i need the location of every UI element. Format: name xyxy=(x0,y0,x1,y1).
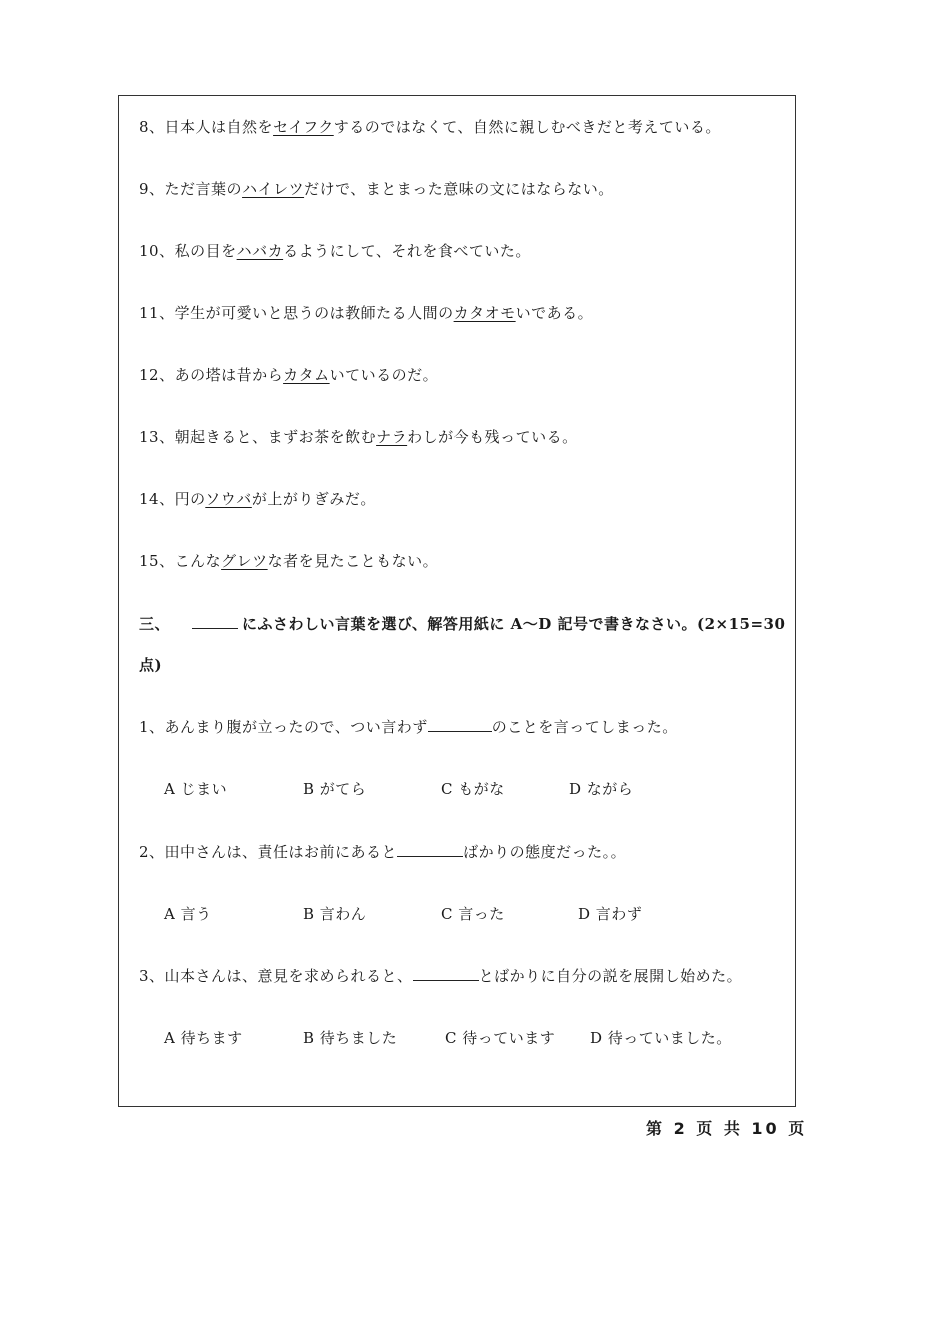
question-text: 日本人は自然を xyxy=(164,118,274,136)
question-13 xyxy=(139,426,578,447)
question-text: 朝起きると、まずお茶を飲む xyxy=(174,428,377,446)
option-c: C 待っています xyxy=(445,1029,556,1047)
question-14 xyxy=(139,488,376,509)
underlined-katakana: ハイレツ xyxy=(242,180,305,198)
question-12 xyxy=(139,364,438,385)
question-text: だけで、まとまった意味の文にはならない。 xyxy=(304,180,614,198)
underlined-katakana: カタム xyxy=(283,366,330,384)
question-text: が上がりぎみだ。 xyxy=(251,490,376,508)
option-a: A 待ちます xyxy=(164,1029,243,1047)
question-number: 13、 xyxy=(139,428,175,446)
question-text: 私の目を xyxy=(174,242,237,260)
question-text: な者を見たこともない。 xyxy=(267,552,439,570)
question-number: 11、 xyxy=(139,304,175,322)
option-d: D ながら xyxy=(569,780,634,798)
answer-blank xyxy=(397,842,463,857)
question-text: するのではなくて、自然に親しむべきだと考えている。 xyxy=(333,118,721,136)
question-9 xyxy=(139,178,614,199)
question-text: とばかりに自分の説を展開し始めた。 xyxy=(478,967,743,985)
option-b: B 言わん xyxy=(303,905,367,923)
section-number: 三、 xyxy=(139,615,171,633)
question-text: こんな xyxy=(174,552,222,570)
option-b: B がてら xyxy=(303,780,367,798)
option-a: A じまい xyxy=(164,780,228,798)
question-text: わしが今も残っている。 xyxy=(407,428,578,446)
question-number: 3、 xyxy=(139,967,165,985)
section-3-heading-cont xyxy=(139,654,162,675)
question-10 xyxy=(139,240,531,261)
answer-blank xyxy=(428,717,492,732)
question-text: るようにして、それを食べていた。 xyxy=(283,242,531,260)
question-number: 1、 xyxy=(139,718,165,736)
underlined-katakana: セイフク xyxy=(273,118,334,136)
question-number: 12、 xyxy=(139,366,175,384)
section-3-heading xyxy=(139,613,785,634)
underlined-katakana: グレツ xyxy=(221,552,268,570)
option-d: D 言わず xyxy=(578,905,643,923)
question-11 xyxy=(139,302,593,323)
mc-question-2 xyxy=(139,841,626,862)
question-8 xyxy=(139,116,721,137)
question-number: 8、 xyxy=(139,118,165,136)
option-b: B 待ちました xyxy=(303,1029,398,1047)
option-c: C もがな xyxy=(441,780,505,798)
page-number-footer: 第 2 页 共 10 页 xyxy=(646,1119,808,1138)
question-number: 15、 xyxy=(139,552,175,570)
mc-question-1 xyxy=(139,716,678,737)
question-text: 学生が可愛いと思うのは教師たる人間の xyxy=(174,304,454,322)
question-text: のことを言ってしまった。 xyxy=(491,718,678,736)
question-text: いである。 xyxy=(515,304,594,322)
question-text: 田中さんは、責任はお前にあると xyxy=(164,843,398,861)
question-text: 山本さんは、意見を求められると、 xyxy=(164,967,413,985)
question-text: 円の xyxy=(174,490,206,508)
answer-blank xyxy=(413,966,479,981)
question-text: いているのだ。 xyxy=(329,366,439,384)
underlined-katakana: ソウバ xyxy=(205,490,252,508)
question-number: 10、 xyxy=(139,242,175,260)
underlined-katakana: ハバカ xyxy=(236,242,284,260)
section-instructions-cont: 点) xyxy=(139,656,163,674)
question-text: ばかりの態度だった。。 xyxy=(463,843,627,861)
underlined-katakana: ナラ xyxy=(376,428,408,446)
question-text: あの塔は昔から xyxy=(174,366,284,384)
section-instructions: にふさわしい言葉を選び、解答用紙に A～D 記号で書きなさい。(2×15=30 xyxy=(242,615,786,633)
option-c: C 言った xyxy=(441,905,505,923)
question-number: 2、 xyxy=(139,843,165,861)
question-number: 14、 xyxy=(139,490,175,508)
question-15 xyxy=(139,550,438,571)
underlined-katakana: カタオモ xyxy=(453,304,516,322)
question-text: ただ言葉の xyxy=(164,180,243,198)
option-a: A 言う xyxy=(164,905,212,923)
answer-blank xyxy=(192,614,238,629)
mc-question-3 xyxy=(139,965,742,986)
option-d: D 待っていました。 xyxy=(590,1029,732,1047)
question-text: あんまり腹が立ったので、つい言わず xyxy=(164,718,428,736)
question-number: 9、 xyxy=(139,180,165,198)
